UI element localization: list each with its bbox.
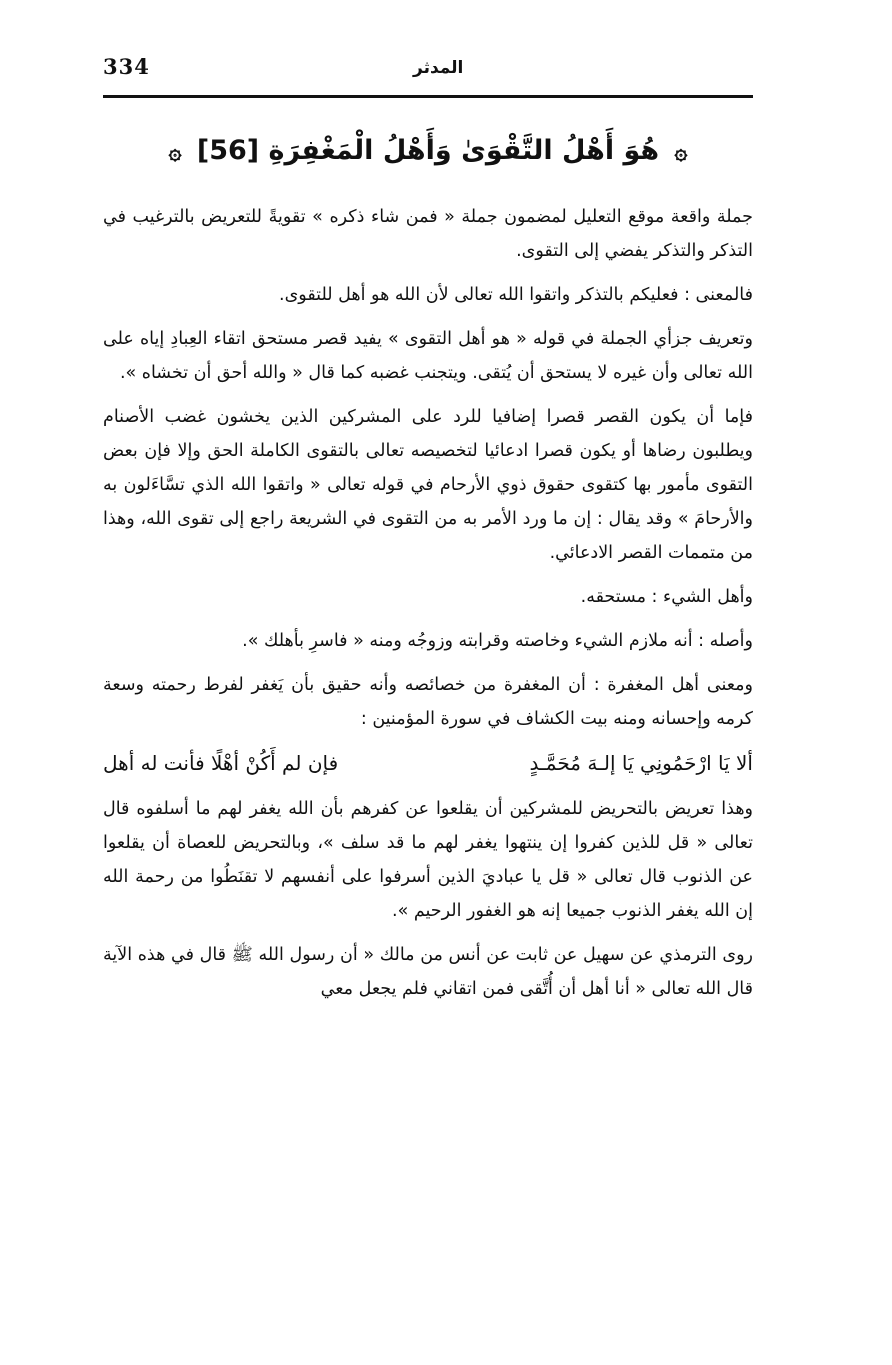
verse-first-hemistich: ألا يَا ارْحَمُونِي يَا إلـهَ مُحَمَّـدٍ (529, 751, 753, 775)
paragraph: وأهل الشيء : مستحقه. (580, 587, 753, 607)
page-header (103, 54, 753, 90)
paragraph: فالمعنى : فعليكم بالتذكر واتقوا الله تعالى لأن الله هو أهل للتقوى. (279, 285, 753, 305)
page-number: 334 (103, 54, 150, 79)
paragraph: روى الترمذي عن سهيل عن ثابت عن أنس من مالك « أن رسول الله ﷺ قال في هذه الآية قال الله تعالى « أنا أهل أن أُتَّقى فمن اتقاني فلم يجعل معي (103, 945, 753, 999)
ayah-text: هُوَ أَهْلُ التَّقْوَىٰ وَأَهْلُ الْمَغْفِرَةِ [56] (196, 135, 660, 166)
paragraph: وهذا تعريض بالتحريض للمشركين أن يقلعوا عن كفرهم بأن الله يغفر لهم ما أسلفوه قال تعالى « قل للذين كفروا إن ينتهوا يغفر لهم ما قد سلف »، وبالتحريض للعصاة أن يقلعوا عن الذنوب قال تعالى « قل يا عباديَ الذين أسرفوا على أنفسهم لا تقنَطُوا من رحمة الله إن الله يغفر الذنوب جميعا إنه هو الغفور الرحيم ». (103, 799, 753, 921)
body-text (103, 200, 753, 1016)
header-rule (103, 95, 753, 98)
paragraph: وتعريف جزأي الجملة في قوله « هو أهل التقوى » يفيد قصر مستحق اتقاء العِبادِ إياه على الله تعالى وأن غيره لا يستحق أن يُتقى. ويتجنب غضبه كما قال « والله أحق أن تخشاه ». (103, 329, 753, 383)
running-title: المدثر (413, 58, 464, 78)
paragraph: ومعنى أهل المغفرة : أن المغفرة من خصائصه وأنه حقيق بأن يَغفر لفرط رحمته وسعة كرمه وإحسانه ومنه بيت الكشاف في سورة المؤمنين : (103, 675, 753, 729)
ornament-right-icon: ۞ (674, 140, 688, 165)
poetry-verse (103, 746, 753, 780)
ornament-left-icon: ۞ (168, 140, 182, 165)
paragraph: فإما أن يكون القصر قصرا إضافيا للرد على المشركين الذين يخشون غضب الأصنام ويطلبون رضاها أو يكون قصرا ادعائيا لتخصيصه تعالى بالتقوى الكاملة الحق وإلا فإن بعض التقوى مأمور بها كتقوى حقوق ذوي الأرحام في قوله تعالى « واتقوا الله الذي تسَّاءَلون به والأرحامَ » وقد يقال : إن ما ورد الأمر به من التقوى في الشريعة راجع إلى تقوى الله، وهذا من متممات القصر الادعائي. (103, 407, 753, 563)
ayah-heading (103, 125, 753, 179)
paragraph: وأصله : أنه ملازم الشيء وخاصته وقرابته وزوجُه ومنه « فاسرِ بأهلك ». (242, 631, 753, 651)
paragraph: جملة واقعة موقع التعليل لمضمون جملة « فمن شاء ذكره » تقويةً للتعريض بالترغيب في التذكر والتذكر يفضي إلى التقوى. (103, 207, 753, 261)
verse-second-hemistich: فإن لم أَكُنْ أهْلًا فأنت له أهل (103, 751, 339, 775)
